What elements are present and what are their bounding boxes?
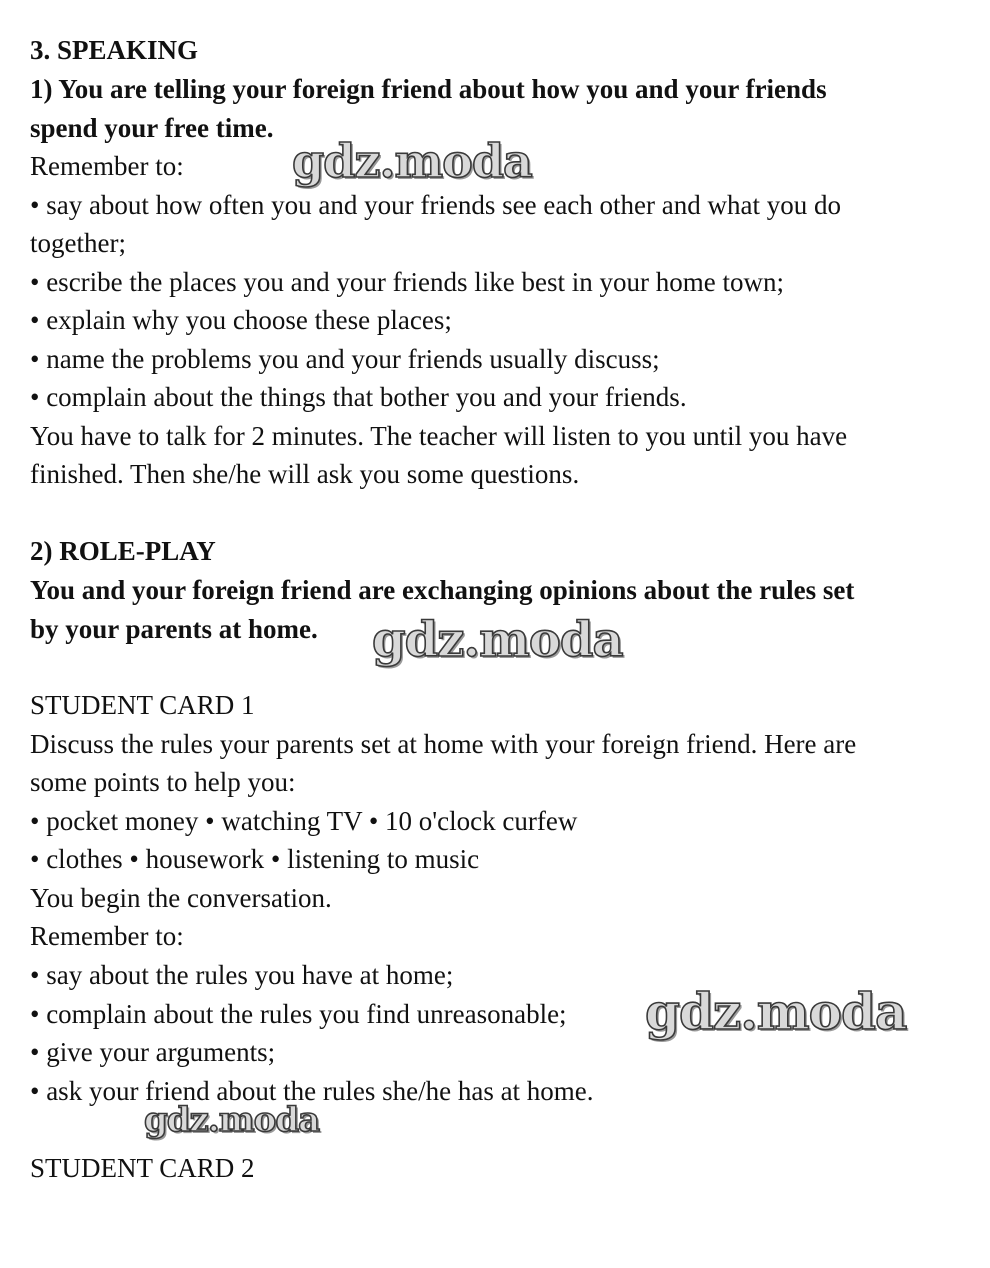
task1-remember: Remember to: — [30, 151, 184, 181]
section-title: 3. SPEAKING — [30, 35, 199, 65]
card1-intro-line1: Discuss the rules your parents set at home with your foreign friend. Here are — [30, 729, 857, 759]
task1-heading-line1: 1) You are telling your foreign friend about how you and your friends — [30, 74, 827, 104]
card1-bullet2: • complain about the rules you find unreasonable; — [30, 999, 567, 1029]
task1-bullet5: • complain about the things that bother you and your friends. — [30, 382, 687, 412]
task1-bullet3: • explain why you choose these places; — [30, 305, 452, 335]
task1-bullet1-line2: together; — [30, 228, 126, 258]
card1-bullet3: • give your arguments; — [30, 1037, 276, 1067]
task1-bullet1-line1: • say about how often you and your friends see each other and what you do — [30, 190, 841, 220]
task1-instructions-line1: You have to talk for 2 minutes. The teacher will listen to you until you have — [30, 421, 848, 451]
card1-points-line2: • clothes • housework • listening to music — [30, 844, 480, 874]
card1-bullet1: • say about the rules you have at home; — [30, 960, 454, 990]
task1-bullet2: • escribe the places you and your friends like best in your home town; — [30, 267, 785, 297]
task1-heading-line2: spend your free time. — [30, 113, 274, 143]
task2-title: 2) ROLE-PLAY — [30, 536, 216, 566]
card1-intro-line2: some points to help you: — [30, 767, 296, 797]
student-card2-title: STUDENT CARD 2 — [30, 1153, 255, 1183]
card1-points-line1: • pocket money • watching TV • 10 o'clock curfew — [30, 806, 578, 836]
task2-heading-line2: by your parents at home. — [30, 614, 318, 644]
task1-bullet4: • name the problems you and your friends usually discuss; — [30, 344, 660, 374]
student-card1-title: STUDENT CARD 1 — [30, 690, 255, 720]
task1-instructions-line2: finished. Then she/he will ask you some questions. — [30, 459, 580, 489]
card1-remember: Remember to: — [30, 921, 184, 951]
task2-heading-line1: You and your foreign friend are exchanging opinions about the rules set — [30, 575, 855, 605]
watermark-logo: gdz.moda — [292, 134, 532, 188]
watermark-logo: gdz.moda — [372, 612, 623, 668]
card1-begin: You begin the conversation. — [30, 883, 332, 913]
card1-bullet4: • ask your friend about the rules she/he has at home. — [30, 1076, 594, 1106]
watermark-logo: gdz.moda — [645, 982, 907, 1041]
watermark-logo: gdz.moda — [144, 1100, 320, 1140]
